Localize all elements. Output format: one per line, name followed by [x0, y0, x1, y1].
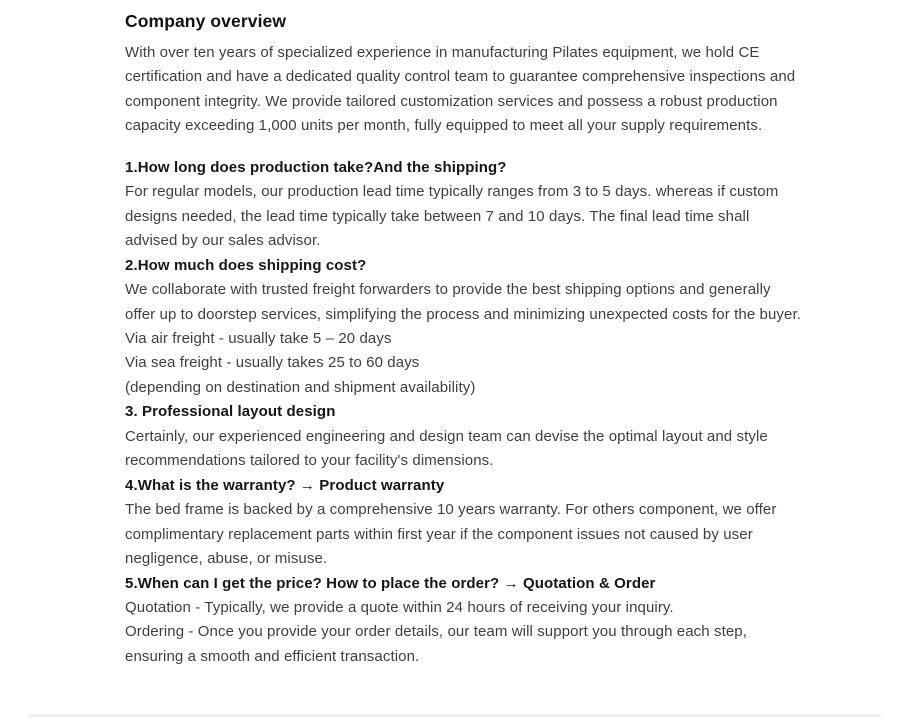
faq-question: 1.How long does production take?And the shipping?	[125, 158, 507, 176]
section-title: Company overview	[125, 11, 287, 31]
company-overview-section	[125, 10, 801, 669]
faq-item-layout-design	[125, 400, 801, 473]
faq-item-quotation-order	[125, 572, 801, 670]
faq-answer: We collaborate with trusted freight forwarders to provide the best shipping options and generally offer up to doorstep services, simplifying the process and minimizing unexpected costs for the buyer.	[125, 281, 801, 323]
faq-question: 3. Professional layout design	[125, 403, 336, 421]
faq-item-warranty	[125, 474, 801, 572]
faq-item-shipping-cost	[125, 254, 801, 401]
faq-answer-ordering: Ordering - Once you provide your order details, our team will support you through each step, ensuring a smooth and efficient transaction.	[125, 623, 748, 665]
faq-question: 5.When can I get the price? How to place the order? → Quotation & Order	[125, 574, 656, 592]
faq-answer-note: (depending on destination and shipment availability)	[125, 378, 476, 396]
faq-question: 2.How much does shipping cost?	[125, 256, 367, 274]
faq-answer: For regular models, our production lead time typically ranges from 3 to 5 days. whereas if custom designs needed, the lead time typically take between 7 and 10 days. The final lead time shall advised by our sales advisor.	[125, 183, 779, 250]
faq-answer: Certainly, our experienced engineering and design team can devise the optimal layout and style recommendations tailored to your facility's dimensions.	[125, 427, 768, 470]
section-bottom-divider	[28, 714, 882, 717]
faq-question: 4.What is the warranty? → Product warranty	[125, 476, 445, 494]
faq-answer-quotation: Quotation - Typically, we provide a quote within 24 hours of receiving your inquiry.	[125, 598, 674, 616]
faq-answer-air-freight: Via air freight - usually take 5 – 20 days	[125, 329, 392, 347]
company-intro-paragraph: With over ten years of specialized experience in manufacturing Pilates equipment, we hold CE certification and have a dedicated quality control team to guarantee comprehensive inspections and component integrity. We provide tailored customization services and possess a robust production capacity exceeding 1,000 units per month, fully equipped to meet all your supply requirements.	[125, 44, 796, 135]
faq-item-production-time	[125, 156, 801, 254]
faq-answer: The bed frame is backed by a comprehensive 10 years warranty. For others component, we offer complimentary replacement parts within first year if the component issues not caused by user negligence, abuse, or misuse.	[125, 501, 777, 568]
faq-answer-sea-freight: Via sea freight - usually takes 25 to 60 days	[125, 354, 420, 372]
